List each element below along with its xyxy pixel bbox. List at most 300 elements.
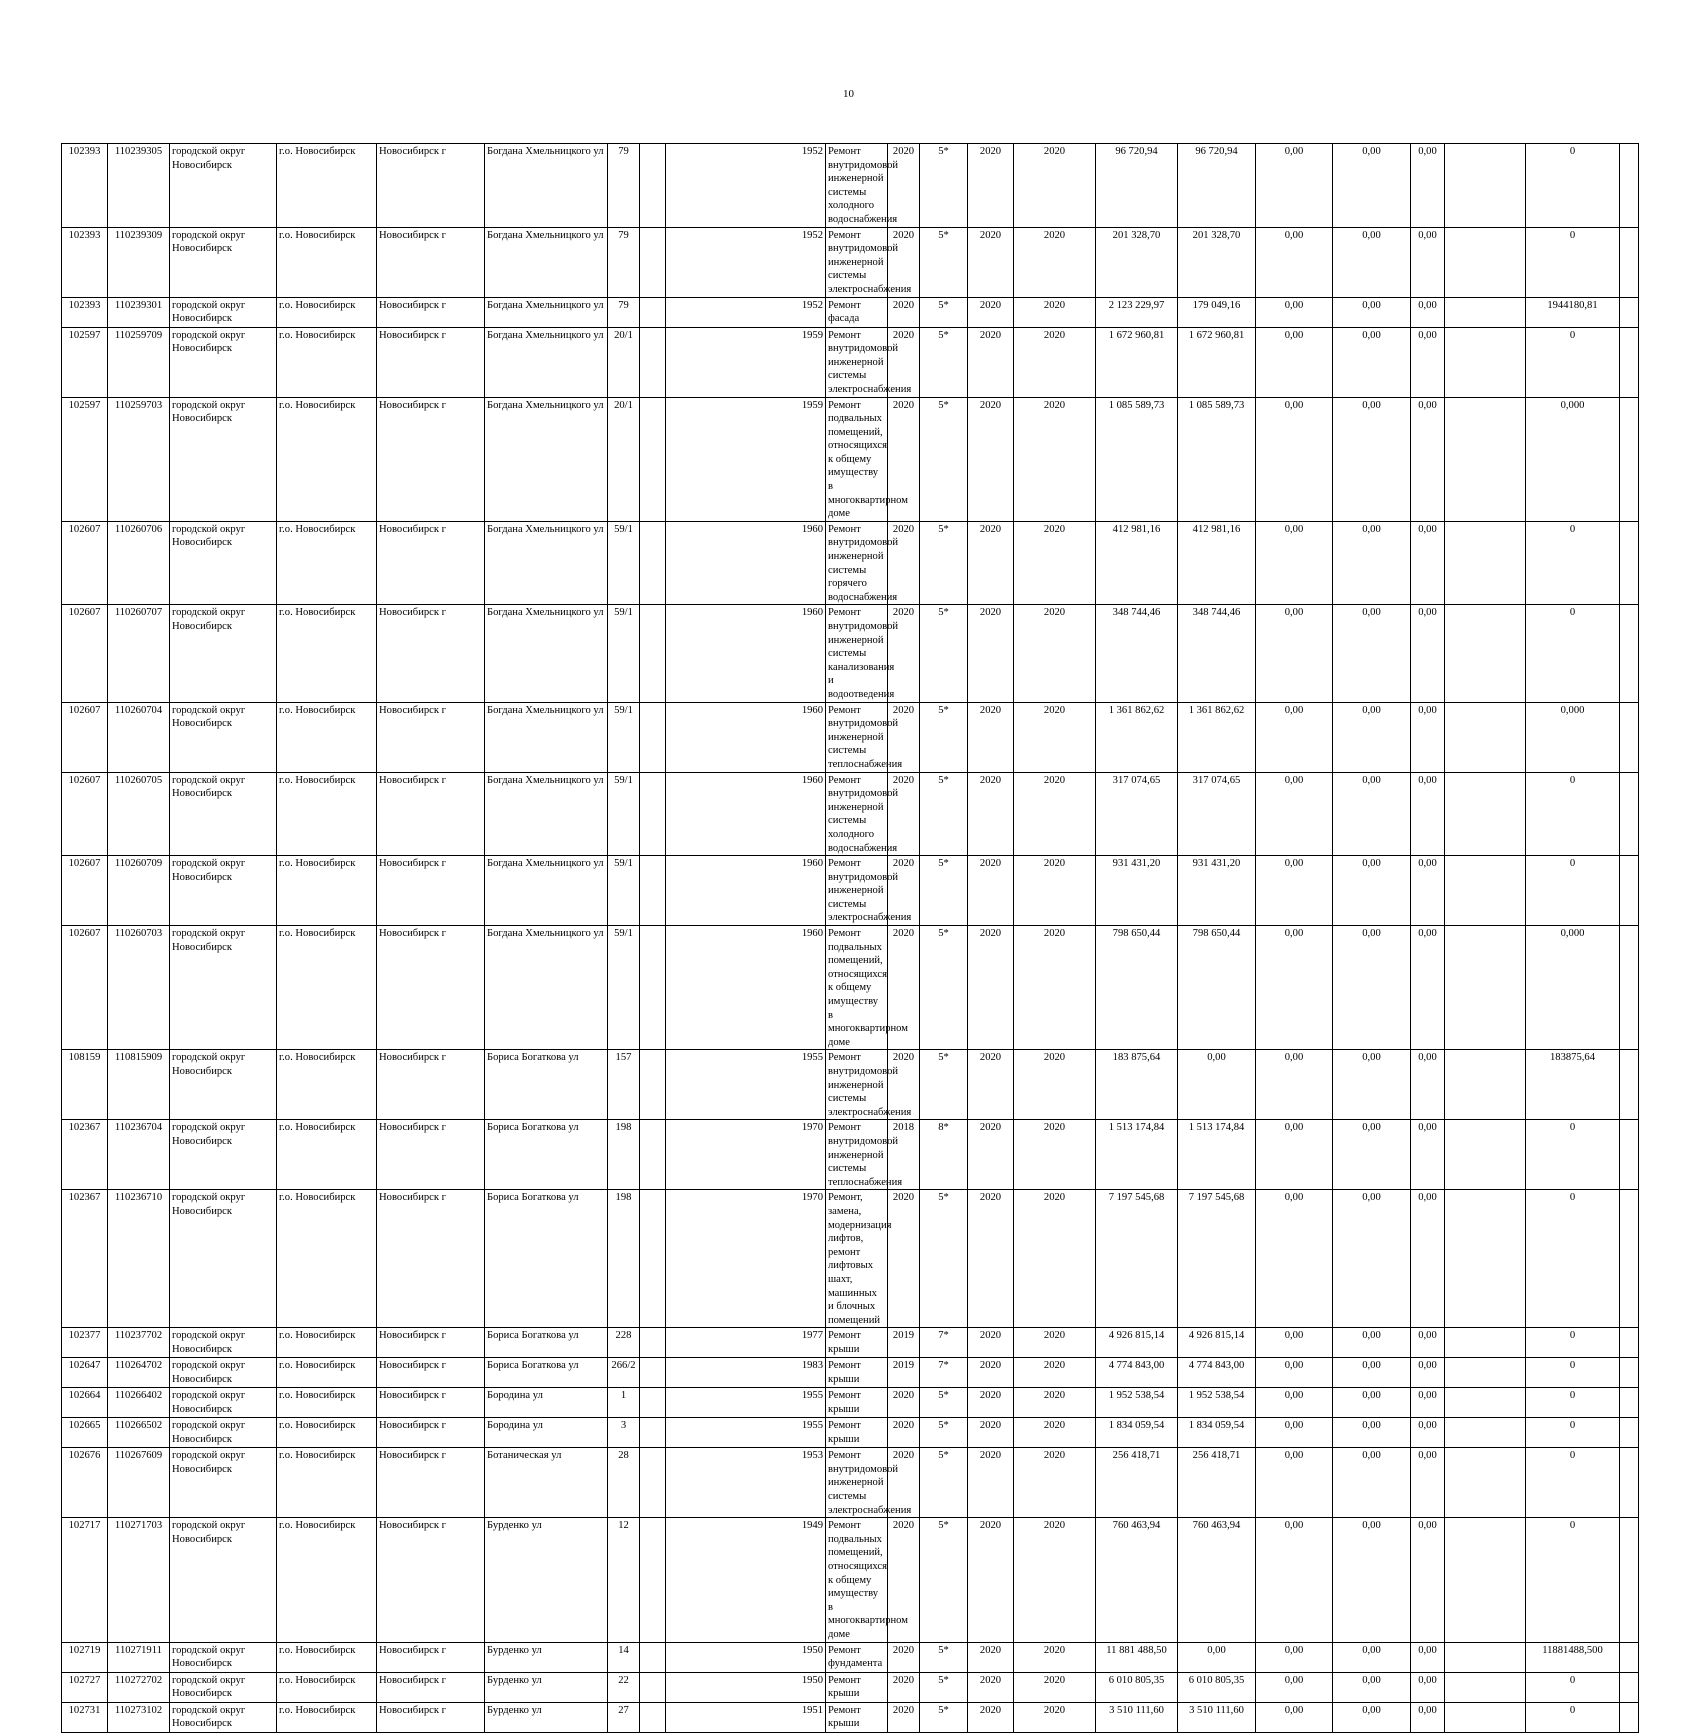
cell-work-code: 110266402 bbox=[108, 1388, 170, 1418]
cell-municipality: городской округ Новосибирск bbox=[170, 1642, 277, 1672]
cell-street: Богдана Хмельницкого ул bbox=[485, 926, 608, 1050]
cell-street: Бориса Богаткова ул bbox=[485, 1328, 608, 1358]
cell-house-id: 102607 bbox=[62, 926, 108, 1050]
cell-house-number: 266/2 bbox=[608, 1358, 640, 1388]
cell-street: Бурденко ул bbox=[485, 1672, 608, 1702]
cell-empty bbox=[640, 1418, 666, 1448]
cell-city: Новосибирск г bbox=[377, 856, 485, 926]
cell-empty bbox=[640, 397, 666, 521]
cell-cost-3: 0,00 bbox=[1333, 144, 1411, 228]
cell-empty bbox=[1445, 144, 1526, 228]
cell-year-to: 2020 bbox=[1014, 1050, 1096, 1120]
cell-criterion: 5* bbox=[920, 1388, 968, 1418]
cell-plan-year: 2020 bbox=[888, 327, 920, 397]
cell-cost-4: 0,00 bbox=[1411, 1328, 1445, 1358]
cell-house-number: 79 bbox=[608, 297, 640, 327]
cell-cost-3: 0,00 bbox=[1333, 1642, 1411, 1672]
cell-cost-2: 0,00 bbox=[1256, 1388, 1333, 1418]
cell-municipality: городской округ Новосибирск bbox=[170, 1050, 277, 1120]
cell-city: Новосибирск г bbox=[377, 1120, 485, 1190]
cell-empty bbox=[1445, 926, 1526, 1050]
cell-plan-year: 2020 bbox=[888, 926, 920, 1050]
cell-empty bbox=[1620, 1642, 1639, 1672]
cell-cost-3: 0,00 bbox=[1333, 1328, 1411, 1358]
cell-year-to: 2020 bbox=[1014, 327, 1096, 397]
cell-empty bbox=[1620, 1518, 1639, 1642]
cell-empty bbox=[640, 1120, 666, 1190]
cell-cost-4: 0,00 bbox=[1411, 1418, 1445, 1448]
cell-district: г.о. Новосибирск bbox=[277, 1388, 377, 1418]
cell-cost-total: 348 744,46 bbox=[1096, 605, 1178, 702]
cell-empty bbox=[640, 327, 666, 397]
cell-cost-5: 0 bbox=[1526, 521, 1620, 605]
cell-work-code: 110273102 bbox=[108, 1702, 170, 1732]
cell-cost-4: 0,00 bbox=[1411, 1448, 1445, 1518]
cell-cost-1: 201 328,70 bbox=[1178, 227, 1256, 297]
cell-cost-1: 931 431,20 bbox=[1178, 856, 1256, 926]
cell-municipality: городской округ Новосибирск bbox=[170, 227, 277, 297]
cell-work-code: 110272702 bbox=[108, 1672, 170, 1702]
cell-house-number: 79 bbox=[608, 144, 640, 228]
cell-empty bbox=[640, 856, 666, 926]
cell-work-type: Ремонт внутридомовой инженерной системы холодного водоснабжения bbox=[826, 144, 888, 228]
cell-criterion: 7* bbox=[920, 1358, 968, 1388]
cell-empty bbox=[1445, 1702, 1526, 1732]
cell-cost-4: 0,00 bbox=[1411, 327, 1445, 397]
cell-cost-5: 0 bbox=[1526, 1190, 1620, 1328]
cell-cost-total: 6 010 805,35 bbox=[1096, 1672, 1178, 1702]
cell-cost-4: 0,00 bbox=[1411, 1388, 1445, 1418]
cell-work-type: Ремонт внутридомовой инженерной системы теплоснабжения bbox=[826, 702, 888, 772]
cell-empty bbox=[640, 1190, 666, 1328]
cell-municipality: городской округ Новосибирск bbox=[170, 926, 277, 1050]
cell-cost-5: 0 bbox=[1526, 1388, 1620, 1418]
cell-year-to: 2020 bbox=[1014, 926, 1096, 1050]
cell-work-type: Ремонт внутридомовой инженерной системы электроснабжения bbox=[826, 227, 888, 297]
cell-plan-year: 2020 bbox=[888, 227, 920, 297]
cell-cost-1: 1 513 174,84 bbox=[1178, 1120, 1256, 1190]
cell-cost-1: 1 672 960,81 bbox=[1178, 327, 1256, 397]
cell-house-number: 1 bbox=[608, 1388, 640, 1418]
cell-district: г.о. Новосибирск bbox=[277, 926, 377, 1050]
cell-city: Новосибирск г bbox=[377, 1328, 485, 1358]
cell-work-type: Ремонт подвальных помещений, относящихся к общему имуществу в многоквартирном доме bbox=[826, 926, 888, 1050]
cell-year-from: 2020 bbox=[968, 397, 1014, 521]
cell-street: Богдана Хмельницкого ул bbox=[485, 297, 608, 327]
cell-year-built: 1955 bbox=[666, 1388, 826, 1418]
cell-cost-5: 0 bbox=[1526, 1120, 1620, 1190]
cell-municipality: городской округ Новосибирск bbox=[170, 397, 277, 521]
table-row bbox=[62, 1388, 1639, 1418]
cell-cost-3: 0,00 bbox=[1333, 772, 1411, 856]
cell-cost-5: 0 bbox=[1526, 1328, 1620, 1358]
cell-cost-5: 1944180,81 bbox=[1526, 297, 1620, 327]
cell-year-from: 2020 bbox=[968, 327, 1014, 397]
cell-cost-1: 6 010 805,35 bbox=[1178, 1672, 1256, 1702]
cell-city: Новосибирск г bbox=[377, 926, 485, 1050]
cell-year-to: 2020 bbox=[1014, 1642, 1096, 1672]
cell-cost-2: 0,00 bbox=[1256, 1358, 1333, 1388]
cell-year-built: 1977 bbox=[666, 1328, 826, 1358]
cell-cost-3: 0,00 bbox=[1333, 605, 1411, 702]
cell-year-from: 2020 bbox=[968, 1328, 1014, 1358]
table-row bbox=[62, 327, 1639, 397]
cell-house-id: 102607 bbox=[62, 702, 108, 772]
cell-cost-3: 0,00 bbox=[1333, 397, 1411, 521]
cell-criterion: 5* bbox=[920, 1190, 968, 1328]
cell-municipality: городской округ Новосибирск bbox=[170, 856, 277, 926]
cell-city: Новосибирск г bbox=[377, 1190, 485, 1328]
cell-year-built: 1970 bbox=[666, 1120, 826, 1190]
cell-cost-4: 0,00 bbox=[1411, 297, 1445, 327]
cell-cost-5: 0 bbox=[1526, 856, 1620, 926]
cell-cost-5: 11881488,500 bbox=[1526, 1642, 1620, 1672]
cell-city: Новосибирск г bbox=[377, 297, 485, 327]
cell-work-code: 110267609 bbox=[108, 1448, 170, 1518]
cell-year-built: 1960 bbox=[666, 702, 826, 772]
cell-empty bbox=[640, 521, 666, 605]
cell-empty bbox=[1445, 1518, 1526, 1642]
cell-cost-3: 0,00 bbox=[1333, 1672, 1411, 1702]
cell-city: Новосибирск г bbox=[377, 397, 485, 521]
cell-work-type: Ремонт внутридомовой инженерной системы холодного водоснабжения bbox=[826, 772, 888, 856]
cell-street: Бориса Богаткова ул bbox=[485, 1190, 608, 1328]
cell-cost-3: 0,00 bbox=[1333, 856, 1411, 926]
cell-cost-total: 201 328,70 bbox=[1096, 227, 1178, 297]
cell-work-code: 110259703 bbox=[108, 397, 170, 521]
cell-criterion: 5* bbox=[920, 144, 968, 228]
cell-cost-4: 0,00 bbox=[1411, 1050, 1445, 1120]
cell-house-id: 108159 bbox=[62, 1050, 108, 1120]
cell-city: Новосибирск г bbox=[377, 327, 485, 397]
cell-empty bbox=[1620, 297, 1639, 327]
table-row bbox=[62, 605, 1639, 702]
cell-cost-total: 317 074,65 bbox=[1096, 772, 1178, 856]
cell-house-number: 59/1 bbox=[608, 772, 640, 856]
cell-municipality: городской округ Новосибирск bbox=[170, 297, 277, 327]
cell-house-id: 102665 bbox=[62, 1418, 108, 1448]
cell-house-number: 228 bbox=[608, 1328, 640, 1358]
cell-empty bbox=[640, 1328, 666, 1358]
cell-empty bbox=[1445, 1328, 1526, 1358]
cell-street: Богдана Хмельницкого ул bbox=[485, 227, 608, 297]
cell-cost-1: 798 650,44 bbox=[1178, 926, 1256, 1050]
cell-cost-total: 760 463,94 bbox=[1096, 1518, 1178, 1642]
cell-cost-2: 0,00 bbox=[1256, 702, 1333, 772]
cell-house-number: 59/1 bbox=[608, 605, 640, 702]
cell-work-type: Ремонт внутридомовой инженерной системы электроснабжения bbox=[826, 327, 888, 397]
cell-cost-5: 0 bbox=[1526, 227, 1620, 297]
cell-municipality: городской округ Новосибирск bbox=[170, 144, 277, 228]
cell-work-code: 110239309 bbox=[108, 227, 170, 297]
cell-cost-4: 0,00 bbox=[1411, 772, 1445, 856]
cell-house-number: 12 bbox=[608, 1518, 640, 1642]
cell-year-from: 2020 bbox=[968, 1518, 1014, 1642]
cell-house-id: 102607 bbox=[62, 605, 108, 702]
cell-year-to: 2020 bbox=[1014, 1518, 1096, 1642]
cell-cost-2: 0,00 bbox=[1256, 1702, 1333, 1732]
cell-year-to: 2020 bbox=[1014, 1448, 1096, 1518]
cell-empty bbox=[640, 702, 666, 772]
cell-empty bbox=[1445, 397, 1526, 521]
cell-cost-5: 0 bbox=[1526, 144, 1620, 228]
cell-empty bbox=[1445, 605, 1526, 702]
cell-cost-3: 0,00 bbox=[1333, 1448, 1411, 1518]
cell-street: Богдана Хмельницкого ул bbox=[485, 702, 608, 772]
cell-work-code: 110260704 bbox=[108, 702, 170, 772]
cell-house-number: 22 bbox=[608, 1672, 640, 1702]
cell-year-from: 2020 bbox=[968, 1642, 1014, 1672]
cell-municipality: городской округ Новосибирск bbox=[170, 327, 277, 397]
cell-year-from: 2020 bbox=[968, 1050, 1014, 1120]
cell-house-id: 102597 bbox=[62, 397, 108, 521]
cell-work-type: Ремонт фасада bbox=[826, 297, 888, 327]
cell-district: г.о. Новосибирск bbox=[277, 144, 377, 228]
cell-cost-3: 0,00 bbox=[1333, 1358, 1411, 1388]
cell-cost-2: 0,00 bbox=[1256, 1050, 1333, 1120]
cell-work-code: 110239301 bbox=[108, 297, 170, 327]
cell-year-from: 2020 bbox=[968, 1418, 1014, 1448]
cell-cost-3: 0,00 bbox=[1333, 1518, 1411, 1642]
cell-district: г.о. Новосибирск bbox=[277, 1702, 377, 1732]
cell-cost-5: 0 bbox=[1526, 1418, 1620, 1448]
cell-work-code: 110264702 bbox=[108, 1358, 170, 1388]
cell-work-type: Ремонт, замена, модернизация лифтов, ремонт лифтовых шахт, машинных и блочных помещений bbox=[826, 1190, 888, 1328]
cell-criterion: 5* bbox=[920, 327, 968, 397]
cell-empty bbox=[1620, 1050, 1639, 1120]
cell-cost-total: 7 197 545,68 bbox=[1096, 1190, 1178, 1328]
cell-street: Богдана Хмельницкого ул bbox=[485, 327, 608, 397]
cell-year-built: 1955 bbox=[666, 1050, 826, 1120]
cell-cost-1: 1 085 589,73 bbox=[1178, 397, 1256, 521]
table-row bbox=[62, 1642, 1639, 1672]
cell-empty bbox=[1620, 702, 1639, 772]
cell-district: г.о. Новосибирск bbox=[277, 605, 377, 702]
cell-year-from: 2020 bbox=[968, 605, 1014, 702]
cell-work-code: 110260705 bbox=[108, 772, 170, 856]
cell-street: Бородина ул bbox=[485, 1388, 608, 1418]
cell-year-to: 2020 bbox=[1014, 1418, 1096, 1448]
cell-cost-3: 0,00 bbox=[1333, 521, 1411, 605]
cell-house-number: 27 bbox=[608, 1702, 640, 1732]
cell-cost-5: 0 bbox=[1526, 605, 1620, 702]
cell-empty bbox=[1620, 772, 1639, 856]
table-row bbox=[62, 144, 1639, 228]
cell-municipality: городской округ Новосибирск bbox=[170, 1358, 277, 1388]
cell-year-to: 2020 bbox=[1014, 397, 1096, 521]
cell-municipality: городской округ Новосибирск bbox=[170, 1328, 277, 1358]
cell-year-from: 2020 bbox=[968, 1120, 1014, 1190]
table-row bbox=[62, 1418, 1639, 1448]
cell-street: Бориса Богаткова ул bbox=[485, 1050, 608, 1120]
cell-house-id: 102607 bbox=[62, 521, 108, 605]
cell-cost-4: 0,00 bbox=[1411, 144, 1445, 228]
cell-street: Бурденко ул bbox=[485, 1642, 608, 1672]
cell-empty bbox=[1445, 521, 1526, 605]
cell-cost-total: 3 510 111,60 bbox=[1096, 1702, 1178, 1732]
cell-plan-year: 2020 bbox=[888, 1418, 920, 1448]
cell-cost-2: 0,00 bbox=[1256, 327, 1333, 397]
cell-year-from: 2020 bbox=[968, 297, 1014, 327]
cell-cost-3: 0,00 bbox=[1333, 1388, 1411, 1418]
cell-district: г.о. Новосибирск bbox=[277, 521, 377, 605]
cell-municipality: городской округ Новосибирск bbox=[170, 1190, 277, 1328]
cell-house-number: 59/1 bbox=[608, 702, 640, 772]
cell-cost-5: 0,000 bbox=[1526, 926, 1620, 1050]
cell-year-to: 2020 bbox=[1014, 1358, 1096, 1388]
cell-city: Новосибирск г bbox=[377, 702, 485, 772]
cell-criterion: 5* bbox=[920, 1518, 968, 1642]
cell-empty bbox=[1620, 1328, 1639, 1358]
cell-criterion: 5* bbox=[920, 856, 968, 926]
cell-house-number: 59/1 bbox=[608, 926, 640, 1050]
cell-cost-3: 0,00 bbox=[1333, 327, 1411, 397]
cell-empty bbox=[640, 1672, 666, 1702]
cell-street: Богдана Хмельницкого ул bbox=[485, 772, 608, 856]
cell-criterion: 5* bbox=[920, 772, 968, 856]
cell-plan-year: 2020 bbox=[888, 856, 920, 926]
cell-house-number: 20/1 bbox=[608, 327, 640, 397]
cell-cost-2: 0,00 bbox=[1256, 772, 1333, 856]
cell-municipality: городской округ Новосибирск bbox=[170, 1672, 277, 1702]
cell-cost-5: 183875,64 bbox=[1526, 1050, 1620, 1120]
cell-plan-year: 2020 bbox=[888, 297, 920, 327]
cell-district: г.о. Новосибирск bbox=[277, 1120, 377, 1190]
cell-empty bbox=[1445, 856, 1526, 926]
cell-cost-3: 0,00 bbox=[1333, 1418, 1411, 1448]
cell-cost-total: 1 361 862,62 bbox=[1096, 702, 1178, 772]
table-row bbox=[62, 1672, 1639, 1702]
cell-empty bbox=[1620, 144, 1639, 228]
cell-year-to: 2020 bbox=[1014, 1672, 1096, 1702]
cell-cost-5: 0 bbox=[1526, 772, 1620, 856]
cell-district: г.о. Новосибирск bbox=[277, 1050, 377, 1120]
cell-house-id: 102647 bbox=[62, 1358, 108, 1388]
cell-plan-year: 2020 bbox=[888, 1518, 920, 1642]
cell-work-code: 110236704 bbox=[108, 1120, 170, 1190]
cell-cost-2: 0,00 bbox=[1256, 1120, 1333, 1190]
cell-district: г.о. Новосибирск bbox=[277, 1328, 377, 1358]
page-number: 10 bbox=[843, 88, 854, 100]
cell-cost-total: 412 981,16 bbox=[1096, 521, 1178, 605]
cell-house-number: 59/1 bbox=[608, 856, 640, 926]
cell-cost-4: 0,00 bbox=[1411, 397, 1445, 521]
cell-plan-year: 2020 bbox=[888, 702, 920, 772]
cell-cost-3: 0,00 bbox=[1333, 702, 1411, 772]
cell-city: Новосибирск г bbox=[377, 521, 485, 605]
cell-empty bbox=[1445, 1448, 1526, 1518]
cell-work-code: 110260703 bbox=[108, 926, 170, 1050]
cell-cost-2: 0,00 bbox=[1256, 605, 1333, 702]
table-row bbox=[62, 297, 1639, 327]
cell-plan-year: 2019 bbox=[888, 1358, 920, 1388]
cell-plan-year: 2020 bbox=[888, 605, 920, 702]
cell-work-type: Ремонт внутридомовой инженерной системы электроснабжения bbox=[826, 856, 888, 926]
cell-work-type: Ремонт фундамента bbox=[826, 1642, 888, 1672]
cell-house-number: 59/1 bbox=[608, 521, 640, 605]
cell-empty bbox=[640, 1358, 666, 1388]
cell-work-type: Ремонт крыши bbox=[826, 1672, 888, 1702]
cell-cost-total: 2 123 229,97 bbox=[1096, 297, 1178, 327]
cell-year-to: 2020 bbox=[1014, 856, 1096, 926]
cell-year-to: 2020 bbox=[1014, 1388, 1096, 1418]
cell-empty bbox=[1445, 1418, 1526, 1448]
cell-municipality: городской округ Новосибирск bbox=[170, 772, 277, 856]
cell-district: г.о. Новосибирск bbox=[277, 1358, 377, 1388]
cell-criterion: 5* bbox=[920, 1672, 968, 1702]
cell-cost-5: 0 bbox=[1526, 1358, 1620, 1388]
cell-year-built: 1952 bbox=[666, 227, 826, 297]
cell-cost-2: 0,00 bbox=[1256, 1448, 1333, 1518]
cell-plan-year: 2019 bbox=[888, 1328, 920, 1358]
cell-district: г.о. Новосибирск bbox=[277, 327, 377, 397]
cell-cost-4: 0,00 bbox=[1411, 926, 1445, 1050]
cell-plan-year: 2018 bbox=[888, 1120, 920, 1190]
cell-year-to: 2020 bbox=[1014, 702, 1096, 772]
table-row bbox=[62, 1190, 1639, 1328]
table-row bbox=[62, 521, 1639, 605]
table-row bbox=[62, 772, 1639, 856]
cell-year-from: 2020 bbox=[968, 772, 1014, 856]
cell-cost-1: 4 774 843,00 bbox=[1178, 1358, 1256, 1388]
cell-district: г.о. Новосибирск bbox=[277, 1190, 377, 1328]
cell-empty bbox=[640, 772, 666, 856]
cell-cost-3: 0,00 bbox=[1333, 297, 1411, 327]
cell-year-from: 2020 bbox=[968, 521, 1014, 605]
table-row bbox=[62, 856, 1639, 926]
cell-house-id: 102597 bbox=[62, 327, 108, 397]
cell-empty bbox=[1445, 1388, 1526, 1418]
cell-street: Богдана Хмельницкого ул bbox=[485, 144, 608, 228]
cell-district: г.о. Новосибирск bbox=[277, 1418, 377, 1448]
cell-house-id: 102393 bbox=[62, 297, 108, 327]
cell-empty bbox=[1620, 1120, 1639, 1190]
cell-year-built: 1960 bbox=[666, 521, 826, 605]
cell-empty bbox=[1445, 772, 1526, 856]
cell-work-type: Ремонт внутридомовой инженерной системы горячего водоснабжения bbox=[826, 521, 888, 605]
cell-empty bbox=[640, 297, 666, 327]
table-row bbox=[62, 1328, 1639, 1358]
cell-cost-2: 0,00 bbox=[1256, 856, 1333, 926]
cell-work-code: 110271911 bbox=[108, 1642, 170, 1672]
cell-work-code: 110239305 bbox=[108, 144, 170, 228]
cell-street: Богдана Хмельницкого ул bbox=[485, 605, 608, 702]
cell-plan-year: 2020 bbox=[888, 1050, 920, 1120]
cell-cost-4: 0,00 bbox=[1411, 605, 1445, 702]
cell-district: г.о. Новосибирск bbox=[277, 1672, 377, 1702]
cell-cost-1: 96 720,94 bbox=[1178, 144, 1256, 228]
cell-criterion: 5* bbox=[920, 1448, 968, 1518]
cell-municipality: городской округ Новосибирск bbox=[170, 1120, 277, 1190]
cell-house-id: 102607 bbox=[62, 772, 108, 856]
cell-cost-5: 0 bbox=[1526, 1702, 1620, 1732]
cell-house-number: 157 bbox=[608, 1050, 640, 1120]
cell-municipality: городской округ Новосибирск bbox=[170, 702, 277, 772]
cell-criterion: 5* bbox=[920, 605, 968, 702]
cell-year-from: 2020 bbox=[968, 1388, 1014, 1418]
cell-empty bbox=[640, 144, 666, 228]
cell-year-built: 1960 bbox=[666, 926, 826, 1050]
cell-year-built: 1960 bbox=[666, 605, 826, 702]
cell-cost-2: 0,00 bbox=[1256, 521, 1333, 605]
cell-cost-4: 0,00 bbox=[1411, 1120, 1445, 1190]
cell-work-code: 110260707 bbox=[108, 605, 170, 702]
cell-empty bbox=[640, 1642, 666, 1672]
cell-empty bbox=[640, 1388, 666, 1418]
cell-year-from: 2020 bbox=[968, 144, 1014, 228]
cell-cost-1: 1 834 059,54 bbox=[1178, 1418, 1256, 1448]
cell-municipality: городской округ Новосибирск bbox=[170, 1388, 277, 1418]
